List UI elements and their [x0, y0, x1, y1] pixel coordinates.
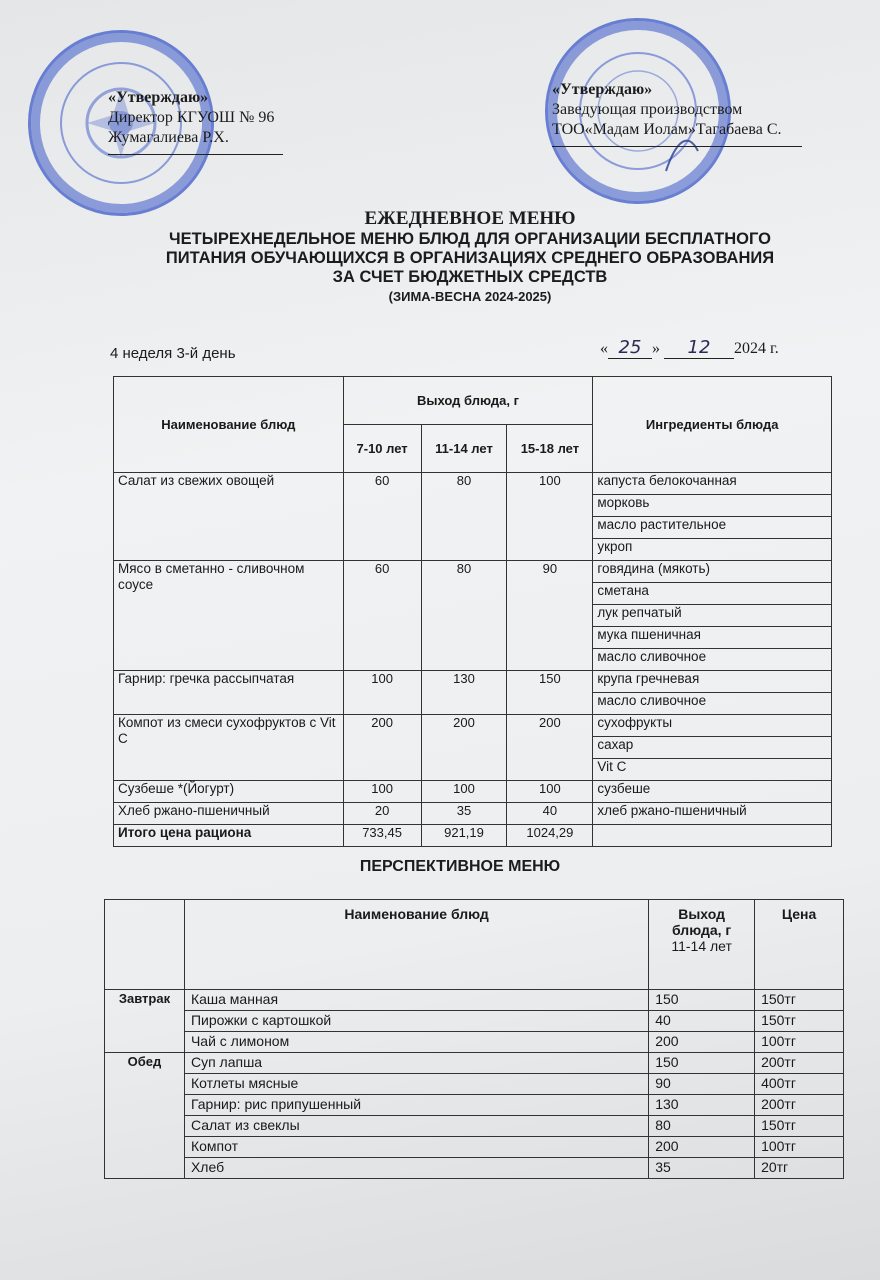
- dish-name-cell: Салат из свеклы: [184, 1116, 648, 1137]
- week-day-label: 4 неделя 3-й день: [110, 345, 236, 362]
- output-11-14-cell: 200: [421, 715, 507, 781]
- output-7-10-cell: 100: [343, 671, 421, 715]
- output-cell: 80: [649, 1116, 755, 1137]
- document-date: [600, 337, 779, 359]
- date-month: 12: [664, 337, 734, 359]
- table-row: [114, 473, 832, 495]
- approval-heading: «Утверждаю»: [108, 89, 209, 106]
- header-output: [649, 900, 755, 990]
- output-11-14-cell: 100: [421, 781, 507, 803]
- table-row: [105, 990, 844, 1011]
- header-price: Цена: [755, 900, 844, 990]
- date-day: 25: [608, 337, 652, 359]
- table-row: [114, 803, 832, 825]
- output-15-18-cell: 150: [507, 671, 593, 715]
- price-cell: 200тг: [755, 1053, 844, 1074]
- ingredient-cell: сухофрукты: [593, 715, 832, 737]
- header-output: Выход блюда, г: [343, 377, 593, 425]
- page-title: ЕЖЕДНЕВНОЕ МЕНЮ: [364, 208, 576, 229]
- perspective-menu-table: [104, 899, 844, 1179]
- date-quote-close: »: [652, 340, 660, 357]
- meal-name-cell: Завтрак: [105, 990, 185, 1053]
- approval-block-production: [552, 80, 822, 147]
- ingredient-cell: хлеб ржано-пшеничный: [593, 803, 832, 825]
- dish-name-cell: Хлеб ржано-пшеничный: [114, 803, 344, 825]
- dish-name-cell: Пирожки с картошкой: [184, 1011, 648, 1032]
- dish-name-cell: Компот: [184, 1137, 648, 1158]
- ingredient-cell: капуста белокочанная: [593, 473, 832, 495]
- dish-name-cell: Компот из смеси сухофруктов с Vit C: [114, 715, 344, 781]
- table-row: [114, 781, 832, 803]
- output-cell: 35: [649, 1158, 755, 1179]
- signature-line: [552, 146, 802, 147]
- ingredient-cell: лук репчатый: [593, 605, 832, 627]
- output-cell: 200: [649, 1137, 755, 1158]
- table-row: [114, 715, 832, 737]
- dish-name-cell: Гарнир: рис припушенный: [184, 1095, 648, 1116]
- output-cell: 40: [649, 1011, 755, 1032]
- price-cell: 200тг: [755, 1095, 844, 1116]
- header-output-line-1: Выход: [678, 906, 725, 922]
- header-age-11-14: 11-14 лет: [421, 425, 507, 473]
- header-age-15-18: 15-18 лет: [507, 425, 593, 473]
- header-output-age: 11-14 лет: [671, 938, 732, 954]
- ingredient-cell: укроп: [593, 539, 832, 561]
- approval-position: Директор КГУОШ № 96: [108, 109, 275, 126]
- ingredient-cell: сахар: [593, 737, 832, 759]
- header-dish-name: Наименование блюд: [184, 900, 648, 990]
- table-row: [114, 671, 832, 693]
- output-15-18-cell: 100: [507, 473, 593, 561]
- output-15-18-cell: 40: [507, 803, 593, 825]
- approval-heading: «Утверждаю»: [552, 81, 653, 98]
- output-7-10-cell: 100: [343, 781, 421, 803]
- ingredient-cell: Vit C: [593, 759, 832, 781]
- approval-block-director: [108, 88, 308, 155]
- total-empty-cell: [593, 825, 832, 847]
- signature-line: [108, 154, 283, 155]
- output-11-14-cell: 80: [421, 473, 507, 561]
- price-cell: 150тг: [755, 1116, 844, 1137]
- dish-name-cell: Каша манная: [184, 990, 648, 1011]
- output-cell: 130: [649, 1095, 755, 1116]
- price-cell: 20тг: [755, 1158, 844, 1179]
- subtitle-line-2: ПИТАНИЯ ОБУЧАЮЩИХСЯ В ОРГАНИЗАЦИЯХ СРЕДНЕГО ОБРАЗОВАНИЯ: [165, 249, 775, 267]
- table-row: [105, 1116, 844, 1137]
- output-cell: 200: [649, 1032, 755, 1053]
- ingredient-cell: масло сливочное: [593, 693, 832, 715]
- subtitle-line-3: ЗА СЧЕТ БЮДЖЕТНЫХ СРЕДСТВ: [332, 268, 608, 286]
- total-row: [114, 825, 832, 847]
- season-label: (ЗИМА-ВЕСНА 2024-2025): [388, 289, 552, 304]
- table-row: [105, 1095, 844, 1116]
- subtitle-line-1: ЧЕТЫРЕХНЕДЕЛЬНОЕ МЕНЮ БЛЮД ДЛЯ ОРГАНИЗАЦИИ БЕСПЛАТНОГО: [169, 230, 771, 248]
- table-row: [105, 1074, 844, 1095]
- output-cell: 150: [649, 1053, 755, 1074]
- price-cell: 400тг: [755, 1074, 844, 1095]
- dish-name-cell: Сузбеше *(Йогурт): [114, 781, 344, 803]
- price-cell: 150тг: [755, 1011, 844, 1032]
- table-row: [105, 1032, 844, 1053]
- output-11-14-cell: 80: [421, 561, 507, 671]
- ingredient-cell: сметана: [593, 583, 832, 605]
- output-7-10-cell: 20: [343, 803, 421, 825]
- approval-person: ТОО«Мадам Иолам»Тагабаева С.: [552, 121, 782, 138]
- meal-name-cell: Обед: [105, 1053, 185, 1179]
- dish-name-cell: Хлеб: [184, 1158, 648, 1179]
- output-11-14-cell: 35: [421, 803, 507, 825]
- perspective-menu-title: ПЕРСПЕКТИВНОЕ МЕНЮ: [359, 858, 561, 875]
- dish-name-cell: Котлеты мясные: [184, 1074, 648, 1095]
- output-7-10-cell: 200: [343, 715, 421, 781]
- dish-name-cell: Салат из свежих овощей: [114, 473, 344, 561]
- price-cell: 100тг: [755, 1032, 844, 1053]
- output-15-18-cell: 100: [507, 781, 593, 803]
- table-row: [105, 1053, 844, 1074]
- ingredient-cell: масло сливочное: [593, 649, 832, 671]
- table-row: [105, 1137, 844, 1158]
- output-cell: 90: [649, 1074, 755, 1095]
- ingredient-cell: крупа гречневая: [593, 671, 832, 693]
- header-ingredients: Ингредиенты блюда: [593, 377, 832, 473]
- ingredient-cell: морковь: [593, 495, 832, 517]
- ingredient-cell: мука пшеничная: [593, 627, 832, 649]
- price-cell: 100тг: [755, 1137, 844, 1158]
- price-cell: 150тг: [755, 990, 844, 1011]
- output-15-18-cell: 90: [507, 561, 593, 671]
- daily-menu-table: [113, 376, 832, 847]
- ingredient-cell: масло растительное: [593, 517, 832, 539]
- dish-name-cell: Мясо в сметанно - сливочном соусе: [114, 561, 344, 671]
- total-11-14-cell: 921,19: [421, 825, 507, 847]
- output-15-18-cell: 200: [507, 715, 593, 781]
- table-row: [105, 1158, 844, 1179]
- date-year: 2024 г.: [734, 340, 779, 357]
- header-dish-name: Наименование блюд: [114, 377, 344, 473]
- output-7-10-cell: 60: [343, 561, 421, 671]
- dish-name-cell: Суп лапша: [184, 1053, 648, 1074]
- header-age-7-10: 7-10 лет: [343, 425, 421, 473]
- table-row: [114, 561, 832, 583]
- header-meal: [105, 900, 185, 990]
- total-15-18-cell: 1024,29: [507, 825, 593, 847]
- date-quote-open: «: [600, 340, 608, 357]
- output-11-14-cell: 130: [421, 671, 507, 715]
- table-row: [105, 1011, 844, 1032]
- ingredient-cell: говядина (мякоть): [593, 561, 832, 583]
- dish-name-cell: Гарнир: гречка рассыпчатая: [114, 671, 344, 715]
- approval-position: Заведующая производством: [552, 101, 743, 118]
- ingredient-cell: сузбеше: [593, 781, 832, 803]
- header-output-line-2: блюда, г: [672, 922, 732, 938]
- total-7-10-cell: 733,45: [343, 825, 421, 847]
- document-title-block: [80, 208, 860, 307]
- dish-name-cell: Чай с лимоном: [184, 1032, 648, 1053]
- output-7-10-cell: 60: [343, 473, 421, 561]
- approval-person: Жумагалиева Р.Х.: [108, 129, 229, 146]
- output-cell: 150: [649, 990, 755, 1011]
- total-label-cell: Итого цена рациона: [114, 825, 344, 847]
